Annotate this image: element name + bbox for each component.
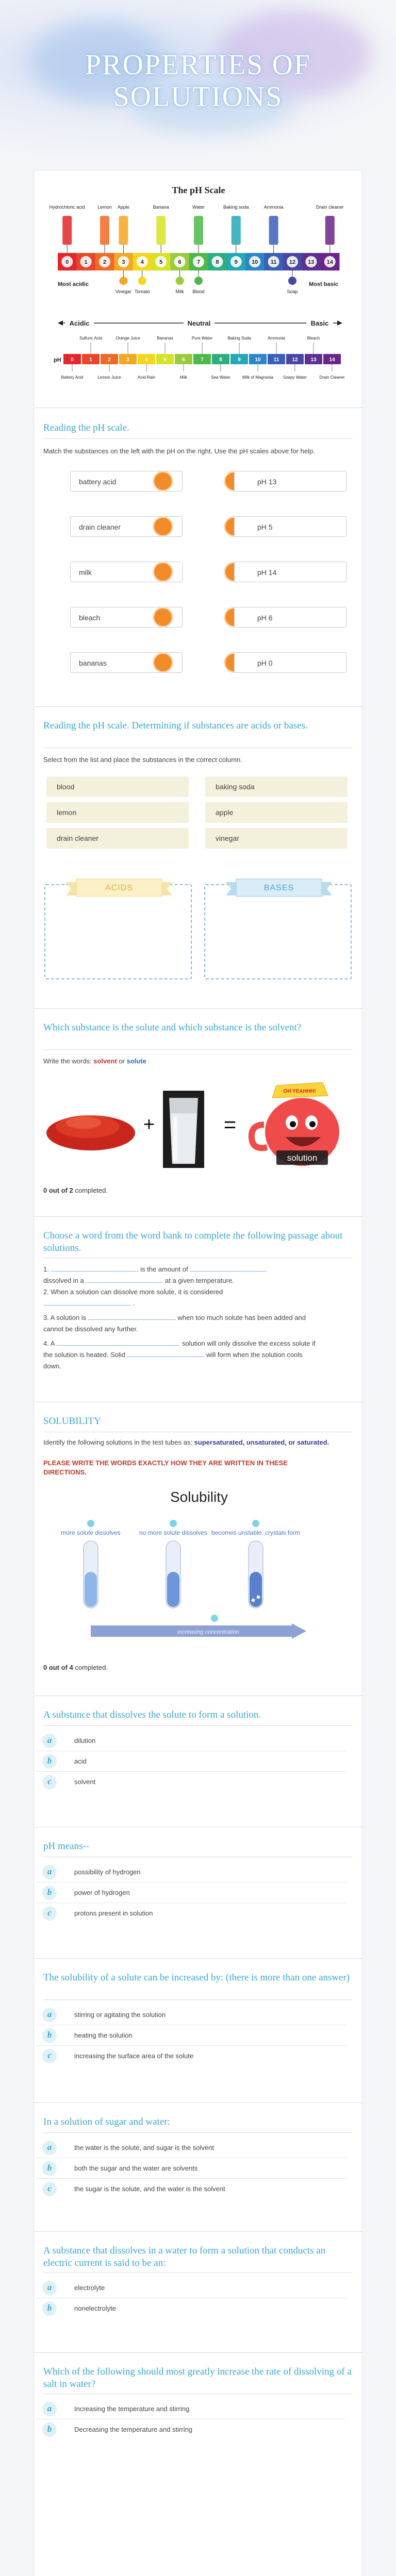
diagram-title: Solubility [170,1489,228,1505]
equals-sign: = [223,1112,237,1137]
substance-icon [100,216,109,245]
question-10 [34,2231,363,2313]
ph-number: 1 [84,259,88,265]
substance-icon [119,277,127,285]
answer-option[interactable]: a the water is the solute, and sugar is the solvent [37,2139,346,2158]
option-badge: b [42,1886,57,1900]
draggable-substance[interactable]: baking soda [205,776,348,797]
ph-lower-bottom-label: Battery Acid [61,375,84,380]
ph-number: 0 [65,259,69,265]
ph-lower-bottom-label: Drain Cleaner [319,375,345,380]
ph-number: 14 [326,259,333,265]
substance-icon [138,277,146,285]
ph-lower-number: 1 [89,357,92,363]
acidic-label: Acidic [69,319,90,327]
q7-title: pH means-- [43,1841,90,1852]
ph-lower-bottom-labels [61,364,345,380]
tube-liquid [85,1572,97,1607]
tube-label: no more solute dissolves [139,1529,208,1536]
match-right-item[interactable]: pH 5 [234,516,346,537]
question-3 [34,1008,363,1194]
answer-option[interactable]: c solvent [37,1773,346,1792]
ph-number: 5 [159,259,163,265]
ph-lower-top-label: Bananas [157,336,173,341]
ph-lower-band [63,354,341,364]
q4-title: Choose a word from the word bank to complete the following passage about solutions. [43,1230,343,1253]
solution-label: solution [287,1153,318,1163]
q4-divider [34,1216,363,1217]
draggable-substance[interactable]: apple [205,802,348,823]
tube-label-dot [252,1520,259,1527]
q3-divider [34,1008,363,1009]
answer-option[interactable]: a stirring or agitating the solution [37,2006,346,2025]
question-11 [34,2352,363,2434]
ph-lower-top-labels [79,336,320,354]
ph-top-labels [50,205,344,253]
substance-icon [156,216,166,245]
q6-title-rule [43,1725,353,1726]
draggable-substance[interactable]: vinegar [205,828,348,849]
ph-lower-number: 9 [238,357,241,363]
substance-icon [194,277,203,285]
basic-label: Basic [310,319,329,327]
ph-number: 11 [270,259,277,265]
q1-title-rule [43,438,353,439]
ph-lower-top-label: Orange Juice [116,336,140,341]
ph-lower-number: 10 [255,357,261,363]
ph-prefix: pH [54,357,61,363]
tube-label: becomes unstable, crystals form [211,1529,301,1536]
ph-lower-number: 8 [219,357,222,363]
substance-icon [232,216,241,245]
ph-number: 7 [196,259,201,265]
ph-lower-number: 12 [292,357,298,363]
answer-option[interactable]: c the sugar is the solute, and the water is the solvent [37,2180,346,2199]
plus-sign: + [143,1114,155,1136]
q8-divider [34,1958,363,1959]
mascot-text: OH YEAHHH! [283,1089,316,1094]
blank-4a[interactable] [56,1345,180,1346]
draggable-substance[interactable]: lemon [46,802,189,823]
match-right-item[interactable]: pH 14 [234,562,346,582]
answer-option[interactable]: a possibility of hydrogen [37,1863,346,1883]
q6-title: A substance that dissolves the solute to form a solution. [43,1709,261,1720]
q10-title: A substance that dissolves in a water to form a solution that conducts an electric current is said to be an: [43,2245,326,2268]
q4-passage: 1. is the amount of dissolved in a at a given temperature. 2. When a solution can dissolve more solute, it is considered . 3. A solution is when too much solute has been added and cannot be dissolved any further. 4. A solution will only dissolve the excess solute if the solution is heated. Solid will form when the solution cools down. [43,1265,316,1370]
blank-3[interactable] [88,1319,176,1320]
question-4 [34,1216,363,1370]
q10-divider [34,2231,363,2232]
ph-number: 13 [308,259,315,265]
match-right-item[interactable]: pH 6 [234,607,346,628]
ph-lower-bottom-label: Lemon Juice [97,375,121,380]
ph-scale-image [40,176,357,392]
draggable-substance[interactable]: drain cleaner [46,828,189,849]
ph-lower-top-label: Ammonia [268,336,285,341]
q11-title: Which of the following should most greatly increase the rate of dissolving of a salt in water? [43,2366,352,2389]
option-badge: c [42,1906,57,1921]
q3-title: Which substance is the solute and which substance is the solvent? [43,1022,302,1033]
answer-option[interactable]: b both the sugar and the water are solvents [37,2159,346,2179]
ph-lower-bottom-label: Acid Rain [137,375,156,380]
ph-top-label: Drain cleaner [316,205,344,210]
blank-1a[interactable] [51,1271,138,1272]
substance-icon [194,216,203,245]
q9-title: In a solution of sugar and water: [43,2116,170,2127]
bases-drop-zone[interactable] [204,884,352,979]
ph-bottom-label: Blood [192,289,205,294]
ph-top-label: Apple [117,205,129,210]
substance-icon [288,277,296,285]
ph-lower-number: 13 [310,357,317,363]
ph-scale-heading: The pH Scale [172,185,225,195]
q1-instructions: Match the substances on the left with the pH on the right. Use the pH scales above for help. [43,447,315,455]
ph-number: 9 [234,259,238,265]
match-left-handle[interactable] [154,608,172,626]
option-badge: a [42,1865,57,1879]
bases-label: BASES [263,884,294,892]
header-banner [0,0,396,155]
tube-liquid [167,1572,179,1607]
match-left-item[interactable]: bleach [70,607,183,628]
blank-2[interactable] [43,1305,131,1306]
q3-score: 0 out of 2 completed. [43,1187,108,1194]
option-badge: c [42,1775,57,1789]
ph-number: 12 [289,259,296,265]
match-left-item[interactable]: drain cleaner [70,516,183,537]
q5-warning: PLEASE WRITE THE WORDS EXACTLY HOW THEY ARE WRITTEN IN THESE DIRECTIONS. [43,1459,288,1476]
option-badge: b [42,2422,57,2437]
q5-instructions: Identify the following solutions in the test tubes as: supersaturated, unsaturated, or saturated. [43,1438,329,1446]
substance-icon [269,216,278,245]
match-left-item[interactable]: bananas [70,652,183,673]
ph-lower-top-label: Baking Soda [227,336,251,341]
blank-1c[interactable] [86,1282,163,1283]
worksheet-sheet [34,170,362,2576]
ph-lower-number: 4 [145,357,148,363]
ph-lower-number: 3 [126,357,129,363]
q9-title-rule [43,2132,353,2133]
q3-instructions: Write the words: solvent or solute [43,1057,146,1065]
substance-icon [119,216,128,245]
q2-title: Reading the pH scale. Determining if substances are acids or bases. [43,720,308,731]
tube-label-dot [170,1520,177,1527]
acids-label: ACIDS [105,884,133,892]
q11-divider [34,2352,363,2353]
match-left-handle[interactable] [154,563,172,581]
option-badge: b [42,1754,57,1769]
q2-divider [34,706,363,707]
ph-bottom-label: Vinegar [115,289,131,294]
answer-option[interactable]: a dilution [37,1732,346,1751]
ph-bottom-label: Soap [287,289,298,294]
match-left-handle[interactable] [154,654,172,671]
ph-lower-number: 5 [163,357,167,363]
answer-option[interactable]: c increasing the surface area of the solute [37,2047,346,2066]
ph-top-label: Water [192,205,205,210]
option-badge: c [42,2182,57,2196]
acids-drop-zone[interactable] [44,884,192,979]
option-badge: a [42,2281,57,2295]
tube-label-dot [87,1520,94,1527]
ph-top-label: Banana [153,205,169,210]
q2-instructions: Select from the list and place the substances in the correct column. [43,756,242,764]
substance-icon [325,216,335,245]
draggable-substance[interactable]: blood [46,776,189,797]
concentration-arrow-head [292,1623,306,1639]
ph-number: 3 [122,259,125,265]
blank-1b[interactable] [190,1271,267,1272]
match-right-item[interactable]: pH 13 [234,471,346,492]
ph-lower-bottom-label: Sea Water [211,375,230,380]
ph-lower-number: 14 [329,357,335,363]
ph-number: 2 [103,259,107,265]
option-badge: b [42,2301,57,2316]
ph-scale-chart [40,176,357,392]
ph-number: 4 [140,259,144,265]
ph-top-label: Lemon [97,205,112,210]
answer-option[interactable]: b Decreasing the temperature and stirring [37,2420,346,2440]
option-badge: c [42,2049,57,2063]
page-title: PROPERTIES OF SOLUTIONS [85,49,311,113]
ph-number: 6 [178,259,182,265]
option-badge: a [42,2141,57,2155]
ph-lower-top-label: Bleach [307,336,320,341]
q3-title-rule [43,1049,353,1050]
answer-option[interactable]: b power of hydrogen [37,1884,346,1903]
base-arrow-head [337,320,342,326]
ph-lower-number: 2 [108,357,111,363]
ph-top-label: Ammonia [263,205,284,210]
option-badge: a [42,2402,57,2416]
option-badge: a [42,2008,57,2022]
match-left-item[interactable]: milk [70,562,183,582]
match-left-handle[interactable] [154,472,172,490]
ph-color-band [58,253,340,270]
ph-lower-number: 6 [182,357,185,363]
ph-number: 8 [216,259,219,265]
most-basic-label: Most basic [309,281,338,287]
q5-title: SOLUBILITY [43,1416,101,1427]
option-badge: b [42,2161,57,2176]
match-left-handle[interactable] [154,518,172,535]
question-8 [34,1958,363,2060]
word-solvent: solvent [93,1057,117,1065]
option-badge: a [42,1734,57,1748]
ph-lower-top-label: Sulfuric Acid [79,336,103,341]
question-2 [34,706,363,892]
tube-label-dot [211,1615,218,1622]
answer-option[interactable]: a electrolyte [37,2279,346,2298]
answer-option[interactable]: b heating the solution [37,2026,346,2046]
kool-aid-illustration [34,1075,363,1173]
substance-icon [62,216,72,245]
answer-option[interactable]: c protons present in solution [37,1904,346,1924]
match-right-item[interactable]: pH 0 [234,652,346,673]
ph-lower-bottom-label: Soapy Water [283,375,307,380]
q1-title: Reading the pH scale. [43,422,129,433]
tube-label: more solute dissolves [61,1529,121,1536]
answer-option[interactable]: a Increasing the temperature and stirring [37,2400,346,2419]
answer-option[interactable]: b nonelectrolyte [37,2299,346,2319]
ph-top-label: Hydrochloric acid [49,205,85,210]
q8-title-rule [43,1999,353,2000]
solubility-diagram [34,1479,363,1649]
test-tubes [61,1520,300,1622]
ph-top-label: Baking soda [223,205,249,210]
ph-lower-top-label: Pure Water [191,336,213,341]
word-solute: solute [126,1057,146,1065]
answer-option[interactable]: b acid [37,1752,346,1772]
ph-bottom-label: Milk [175,289,184,294]
match-left-item[interactable]: battery acid [70,471,183,492]
option-badge: b [42,2028,57,2043]
ph-lower-number: 7 [201,357,204,363]
ph-bottom-label: Tomato [135,289,150,294]
acid-arrow-head [58,320,63,326]
ph-bottom-labels [116,270,298,294]
q5-score: 0 out of 4 completed. [43,1664,108,1671]
substance-icon [176,277,184,285]
ph-lower-number: 11 [273,357,279,363]
ph-lower-number: 0 [71,357,74,363]
concentration-label: increasing concentration [177,1629,239,1635]
ph-lower-bottom-label: Milk [179,375,188,380]
ph-number: 10 [252,259,258,265]
q8-title: The solubility of a solute can be increased by: (there is more than one answer) [43,1972,350,1983]
neutral-label: Neutral [187,319,211,327]
tube-liquid [250,1572,262,1607]
most-acidic-label: Most acidic [58,281,89,287]
ph-lower-bottom-label: Milk of Magnesia [242,375,274,380]
